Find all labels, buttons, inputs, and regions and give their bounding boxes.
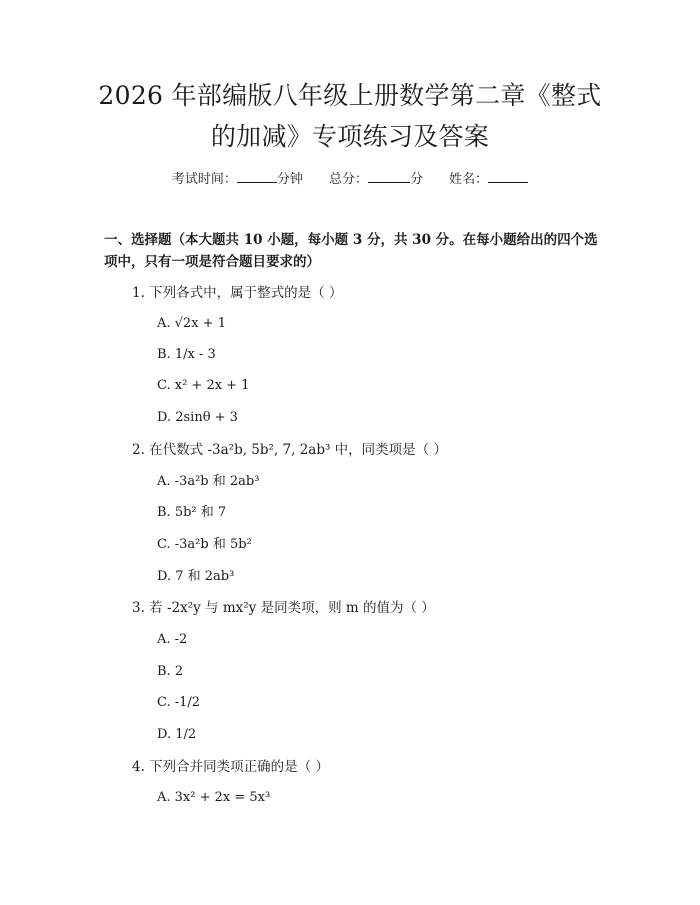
question-4-stem: 4. 下列合并同类项正确的是（ ） xyxy=(132,759,329,775)
total-score-blank xyxy=(368,170,410,183)
question-1-option-a: A. √2x + 1 xyxy=(157,316,226,331)
document-title-line-2: 的加减》专项练习及答案 xyxy=(210,122,490,151)
question-1-option-d: D. 2sinθ + 3 xyxy=(157,410,238,425)
section-heading-line-2: 项中，只有一项是符合题目要求的） xyxy=(104,254,320,270)
document-title-line-1: 2026 年部编版八年级上册数学第二章《整式 xyxy=(98,81,602,110)
question-1-stem: 1. 下列各式中，属于整式的是（ ） xyxy=(132,285,343,301)
exam-time-blank xyxy=(237,170,277,183)
name-blank xyxy=(488,170,528,183)
question-1-option-c: C. x² + 2x + 1 xyxy=(157,378,250,393)
exam-time-field xyxy=(172,172,307,187)
exam-time-unit: 分钟 xyxy=(276,172,303,187)
question-2-stem: 2. 在代数式 -3a²b, 5b², 7, 2ab³ 中，同类项是（ ） xyxy=(132,442,447,458)
exam-time-label: 考试时间： xyxy=(171,172,237,187)
question-3-stem: 3. 若 -2x²y 与 mx²y 是同类项，则 m 的值为（ ） xyxy=(132,600,435,616)
section-heading-line-1: 一、选择题（本大题共 10 小题，每小题 3 分，共 30 分。在每小题给出的四个选 xyxy=(104,232,598,248)
total-score-field xyxy=(329,172,427,187)
exam-info-line xyxy=(0,170,700,188)
name-field xyxy=(449,172,528,187)
question-3-option-b: B. 2 xyxy=(157,664,184,679)
question-2-option-b: B. 5b² 和 7 xyxy=(157,505,227,520)
total-score-unit: 分 xyxy=(410,172,424,187)
total-score-label: 总分： xyxy=(328,172,368,187)
question-1-option-b: B. 1/x - 3 xyxy=(157,347,216,362)
question-2-option-c: C. -3a²b 和 5b² xyxy=(157,537,252,552)
question-3-option-c: C. -1/2 xyxy=(157,695,201,710)
question-3-option-d: D. 1/2 xyxy=(157,727,197,742)
question-2-option-a: A. -3a²b 和 2ab³ xyxy=(157,474,260,489)
question-2-option-d: D. 7 和 2ab³ xyxy=(157,569,235,584)
question-3-option-a: A. -2 xyxy=(157,632,188,647)
name-label: 姓名： xyxy=(449,172,489,187)
question-4-option-a: A. 3x² + 2x = 5x³ xyxy=(157,790,271,805)
